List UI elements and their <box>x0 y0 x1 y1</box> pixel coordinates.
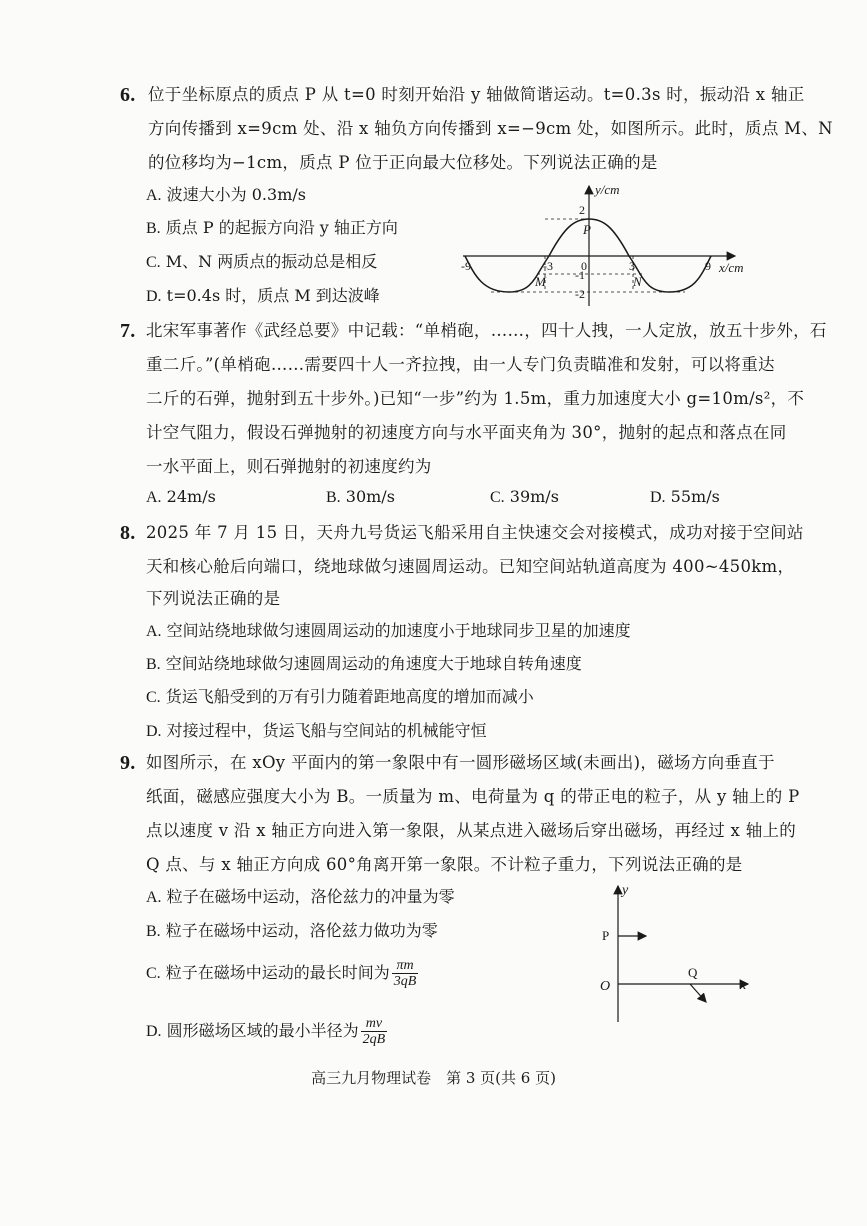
point-label-q: Q <box>688 965 698 980</box>
option-d: D. t=0.4s 时，质点 M 到达波峰 <box>146 286 380 305</box>
y-tick: 2 <box>579 203 585 217</box>
origin-label: O <box>600 979 611 994</box>
option-b: B. 空间站绕地球做匀速圆周运动的角速度大于地球自转角速度 <box>146 654 582 673</box>
coordinate-figure <box>590 880 760 1030</box>
question-text-line: 方向传播到 x=9cm 处、沿 x 轴负方向传播到 x=−9cm 处，如图所示。此时，质点 M、N <box>148 119 833 138</box>
question-text-line: 北宋军事著作《武经总要》中记载：“单梢砲，……，四十人拽，一人定放，放五十步外，石 <box>146 321 827 340</box>
y-axis-label: y <box>622 883 629 898</box>
question-text-line: 二斤的石弹，抛射到五十步外。)已知“一步”约为 1.5m，重力加速度大小 g=10m/s²，不 <box>146 389 805 408</box>
point-label-n: N <box>633 274 642 289</box>
wave-figure <box>455 180 755 310</box>
option-b: B. 30m/s <box>326 487 395 506</box>
question-text-line: 重二斤。”(单梢砲……需要四十人一齐拉拽，由一人专门负责瞄准和发射，可以将重达 <box>146 355 775 374</box>
point-label-p: P <box>602 928 610 943</box>
question-text-line: 天和核心舱后向端口，绕地球做匀速圆周运动。已知空间站轨道高度为 400~450km， <box>146 557 795 576</box>
y-axis-label: y/cm <box>595 182 620 197</box>
x-axis-label: x/cm <box>719 260 744 275</box>
option-a: A. 粒子在磁场中运动，洛伦兹力的冲量为零 <box>146 887 455 906</box>
question-text-line: 下列说法正确的是 <box>146 589 281 608</box>
question-number: 8. <box>120 522 136 544</box>
question-text-line: 的位移均为−1cm，质点 P 位于正向最大位移处。下列说法正确的是 <box>148 153 658 172</box>
option-d: D. 55m/s <box>650 487 720 506</box>
option-b: B. 质点 P 的起振方向沿 y 轴正方向 <box>146 218 398 237</box>
question-text-line: 2025 年 7 月 15 日，天舟九号货运飞船采用自主快速交会对接模式，成功对接于空间站 <box>146 523 804 542</box>
question-number: 9. <box>120 752 136 774</box>
x-tick: -9 <box>461 259 471 273</box>
x-tick: -3 <box>543 259 553 273</box>
question-text-line: 计空气阻力，假设石弹抛射的初速度方向与水平面夹角为 30°，抛射的起点和落点在同 <box>146 423 787 442</box>
option-c: C. 货运飞船受到的万有引力随着距地高度的增加而减小 <box>146 687 534 706</box>
question-text-line: 一水平面上，则石弹抛射的初速度约为 <box>146 457 432 476</box>
question-number: 7. <box>120 320 136 342</box>
option-d: D. 对接过程中，货运飞船与空间站的机械能守恒 <box>146 721 487 740</box>
option-a: A. 波速大小为 0.3m/s <box>146 185 306 204</box>
question-text-line: 点以速度 v 沿 x 轴正方向进入第一象限，从某点进入磁场后穿出磁场，再经过 x 轴上的 <box>146 821 797 840</box>
option-a: A. 空间站绕地球做匀速圆周运动的加速度小于地球同步卫星的加速度 <box>146 621 631 640</box>
fraction: $\frac{\pi m}{3qB}$ <box>393 958 417 989</box>
point-label-p: P <box>583 222 591 237</box>
option-c: C. M、N 两质点的振动总是相反 <box>146 252 378 271</box>
option-a: A. 24m/s <box>146 487 216 506</box>
question-text-line: 如图所示，在 xOy 平面内的第一象限中有一圆形磁场区域(未画出)，磁场方向垂直于 <box>146 753 775 772</box>
option-c: C. 39m/s <box>490 487 559 506</box>
page-footer: 高三九月物理试卷 第 3 页(共 6 页) <box>311 1069 556 1087</box>
option-b: B. 粒子在磁场中运动，洛伦兹力做功为零 <box>146 921 438 940</box>
x-tick: 3 <box>629 259 635 273</box>
y-tick: -1 <box>575 268 585 282</box>
point-label-m: M <box>535 274 546 289</box>
x-tick: 9 <box>705 259 711 273</box>
x-tick: 0 <box>581 259 587 273</box>
question-text-line: Q 点、与 x 轴正方向成 60°角离开第一象限。不计粒子重力，下列说法正确的是 <box>146 855 743 874</box>
fraction: $\frac{mv}{2qB}$ <box>362 1016 386 1047</box>
option-d: D. 圆形磁场区域的最小半径为 $\frac{mv}{2qB}$ <box>146 1016 386 1047</box>
option-c: C. 粒子在磁场中运动的最长时间为 $\frac{\pi m}{3qB}$ <box>146 958 417 989</box>
question-text-line: 纸面，磁感应强度大小为 B。一质量为 m、电荷量为 q 的带正电的粒子，从 y 轴上的 P <box>146 787 800 806</box>
question-text-line: 位于坐标原点的质点 P 从 t=0 时刻开始沿 y 轴做简谐运动。t=0.3s 时，振动沿 x 轴正 <box>148 85 805 104</box>
question-number: 6. <box>120 84 136 106</box>
x-axis-label: x <box>740 978 747 993</box>
y-tick: -2 <box>575 287 585 301</box>
velocity-arrow-q <box>690 984 706 1002</box>
